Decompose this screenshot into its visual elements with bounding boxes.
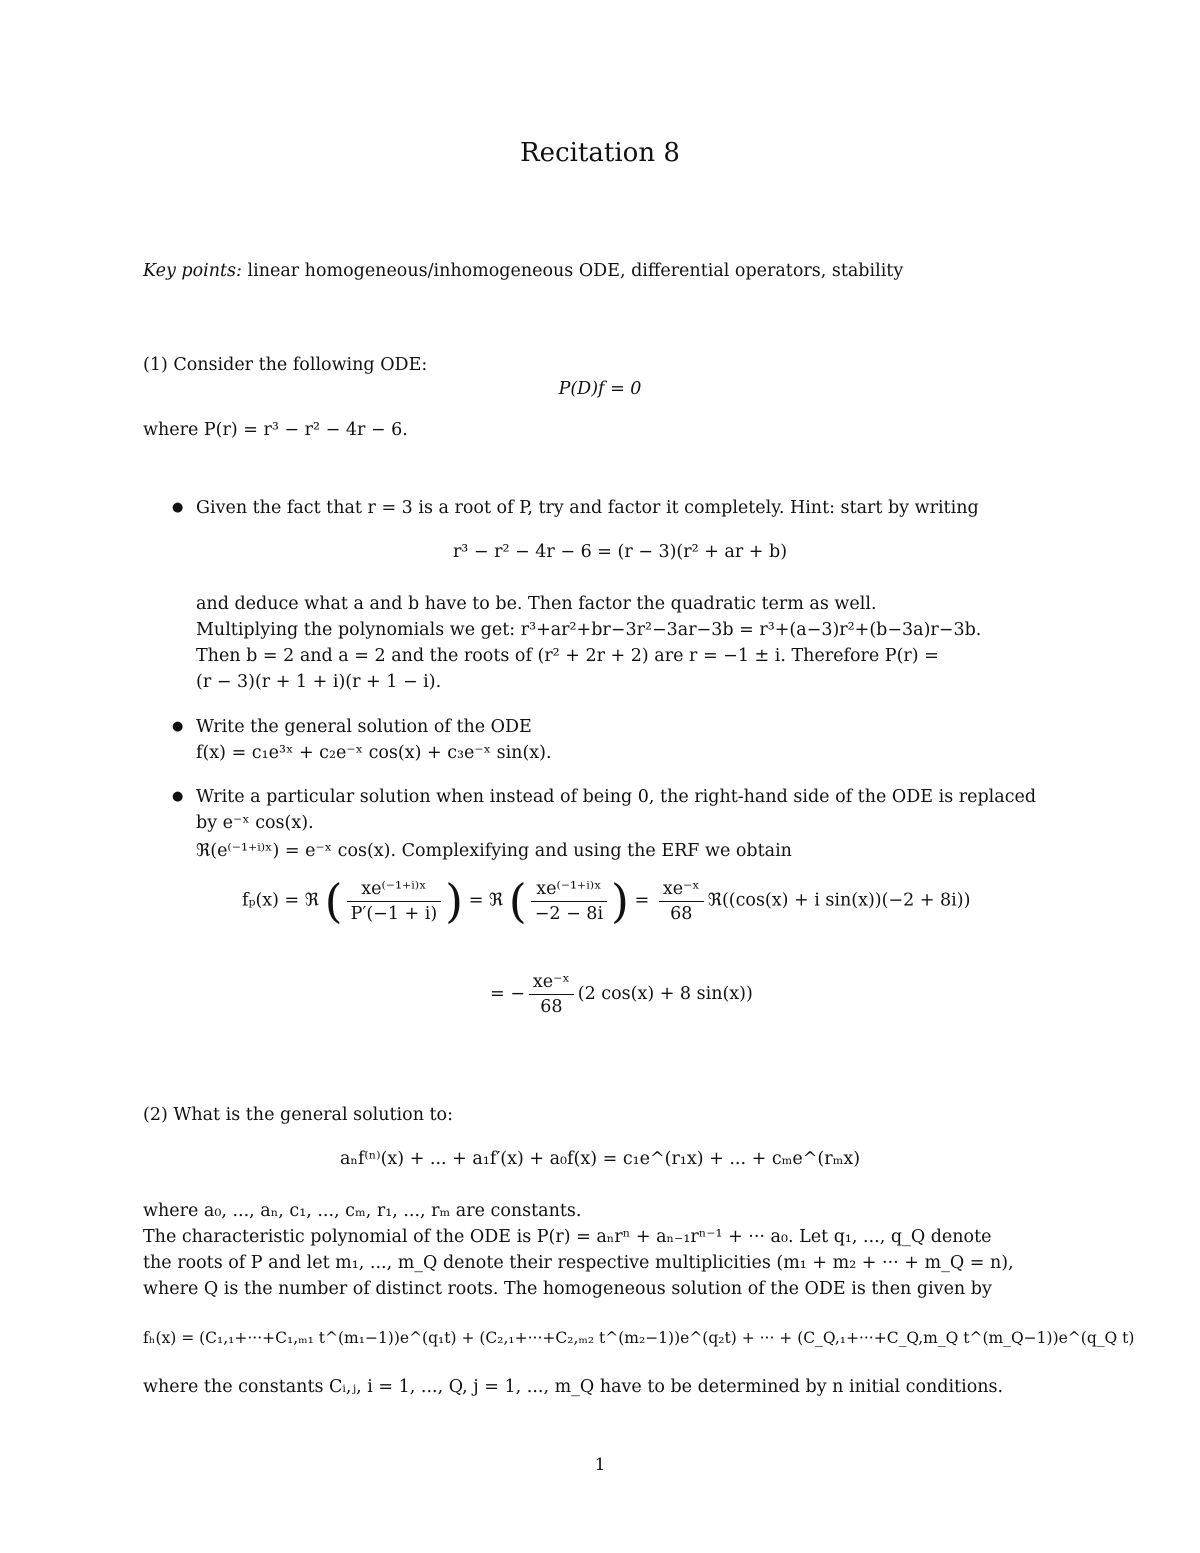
homogeneous-solution: fₕ(x) = (C₁,₁+···+C₁,ₘ₁ t^(m₁−1))e^(q₁t) + (C₂,₁+···+C₂,ₘ₂ t^(m₂−1))e^(q₂t) + ··· + (C_Q,₁+···+C_Q,m_Q t^(m_Q−1))e^(q_Q t)	[143, 1329, 1135, 1347]
fraction: $\frac{\text{xe⁽⁻¹⁺ⁱ⁾ˣ}}{P'(-1 + i)}$	[347, 879, 442, 924]
problem1-equation: P(D)f = 0	[558, 379, 642, 399]
eq-sign: =	[634, 890, 650, 911]
key-points-text: linear homogeneous/inhomogeneous ODE, differential operators, stability	[241, 261, 904, 281]
page-number: 1	[594, 1455, 606, 1475]
fp-lhs: fₚ(x) = ℜ	[242, 890, 320, 911]
problem2-line1: where a₀, ..., aₙ, c₁, ..., cₘ, r₁, ..., rₘ are constants.	[143, 1201, 582, 1221]
bullet1-line3: Multiplying the polynomials we get: r³+ar²+br−3r²−3ar−3b = r³+(a−3)r²+(b−3a)r−3b.	[196, 620, 982, 640]
bullet-marker: ●	[172, 789, 184, 804]
bullet-marker: ●	[172, 719, 184, 734]
bullet1-line5: (r − 3)(r + 1 + i)(r + 1 − i).	[196, 672, 442, 692]
bullet3-line1: Write a particular solution when instead of being 0, the right-hand side of the ODE is replaced	[196, 787, 1037, 807]
problem2-intro: (2) What is the general solution to:	[143, 1105, 453, 1125]
eq-re: = ℜ	[468, 890, 504, 911]
problem1-intro: (1) Consider the following ODE:	[143, 355, 428, 375]
particular-solution-equation: fₚ(x) = ℜ ( $\frac{\text{xe⁽⁻¹⁺ⁱ⁾ˣ}}{P'(-1 + i)}$ ) = ℜ ( $\frac{\text{xe⁽⁻¹⁺ⁱ⁾ˣ}}{-2 - 8i}$ ) = $\frac{\text{xe⁻ˣ}}{68}$ ℜ((cos(x) + i sin(x))(−2 + 8i))	[242, 874, 971, 928]
tail1: ℜ((cos(x) + i sin(x))(−2 + 8i))	[707, 890, 971, 911]
key-points	[143, 258, 903, 284]
problem2-line5: where the constants Cᵢ,ⱼ, i = 1, ..., Q, j = 1, ..., m_Q have to be determined by n initial conditions.	[143, 1377, 1004, 1397]
problem2-line3: the roots of P and let m₁, ..., m_Q denote their respective multiplicities (m₁ + m₂ + ··· + m_Q = n),	[143, 1253, 1014, 1273]
bullet2-line1: Write the general solution of the ODE	[196, 717, 532, 737]
problem2-equation: aₙf⁽ⁿ⁾(x) + ... + a₁f′(x) + a₀f(x) = c₁e^(r₁x) + ... + cₘe^(rₘx)	[339, 1149, 861, 1169]
page-title: Recitation 8	[520, 138, 680, 168]
bullet1-equation: r³ − r² − 4r − 6 = (r − 3)(r² + ar + b)	[452, 542, 788, 562]
bullet3-line3: ℜ(e⁽⁻¹⁺ⁱ⁾ˣ) = e⁻ˣ cos(x). Complexifying and using the ERF we obtain	[196, 841, 792, 861]
bullet1-line1: Given the fact that r = 3 is a root of P, try and factor it completely. Hint: start by writing	[196, 498, 979, 518]
fraction: $\frac{\text{xe⁽⁻¹⁺ⁱ⁾ˣ}}{-2 - 8i}$	[531, 879, 607, 924]
problem2-line2: The characteristic polynomial of the ODE is P(r) = aₙrⁿ + aₙ₋₁rⁿ⁻¹ + ··· a₀. Let q₁, ..., q_Q denote	[143, 1227, 992, 1247]
problem2-line4: where Q is the number of distinct roots. The homogeneous solution of the ODE is then given by	[143, 1279, 992, 1299]
bullet1-line2: and deduce what a and b have to be. Then factor the quadratic term as well.	[196, 594, 877, 614]
tail2: (2 cos(x) + 8 sin(x))	[577, 984, 753, 1004]
bullet1-line4: Then b = 2 and a = 2 and the roots of (r² + 2r + 2) are r = −1 ± i. Therefore P(r) =	[196, 646, 939, 666]
eq-neg: = −	[490, 984, 525, 1004]
key-points-label: Key points:	[143, 261, 242, 281]
particular-solution-result	[490, 972, 753, 1017]
fraction: $\frac{\text{xe⁻ˣ}}{68}$	[659, 879, 704, 924]
bullet-marker: ●	[172, 500, 184, 515]
bullet3-line2: by e⁻ˣ cos(x).	[196, 813, 314, 833]
bullet2-line2: f(x) = c₁e³ˣ + c₂e⁻ˣ cos(x) + c₃e⁻ˣ sin(x).	[196, 743, 552, 763]
problem1-where: where P(r) = r³ − r² − 4r − 6.	[143, 420, 408, 440]
fraction: $\frac{\text{xe⁻ˣ}}{68}$	[529, 972, 574, 1017]
